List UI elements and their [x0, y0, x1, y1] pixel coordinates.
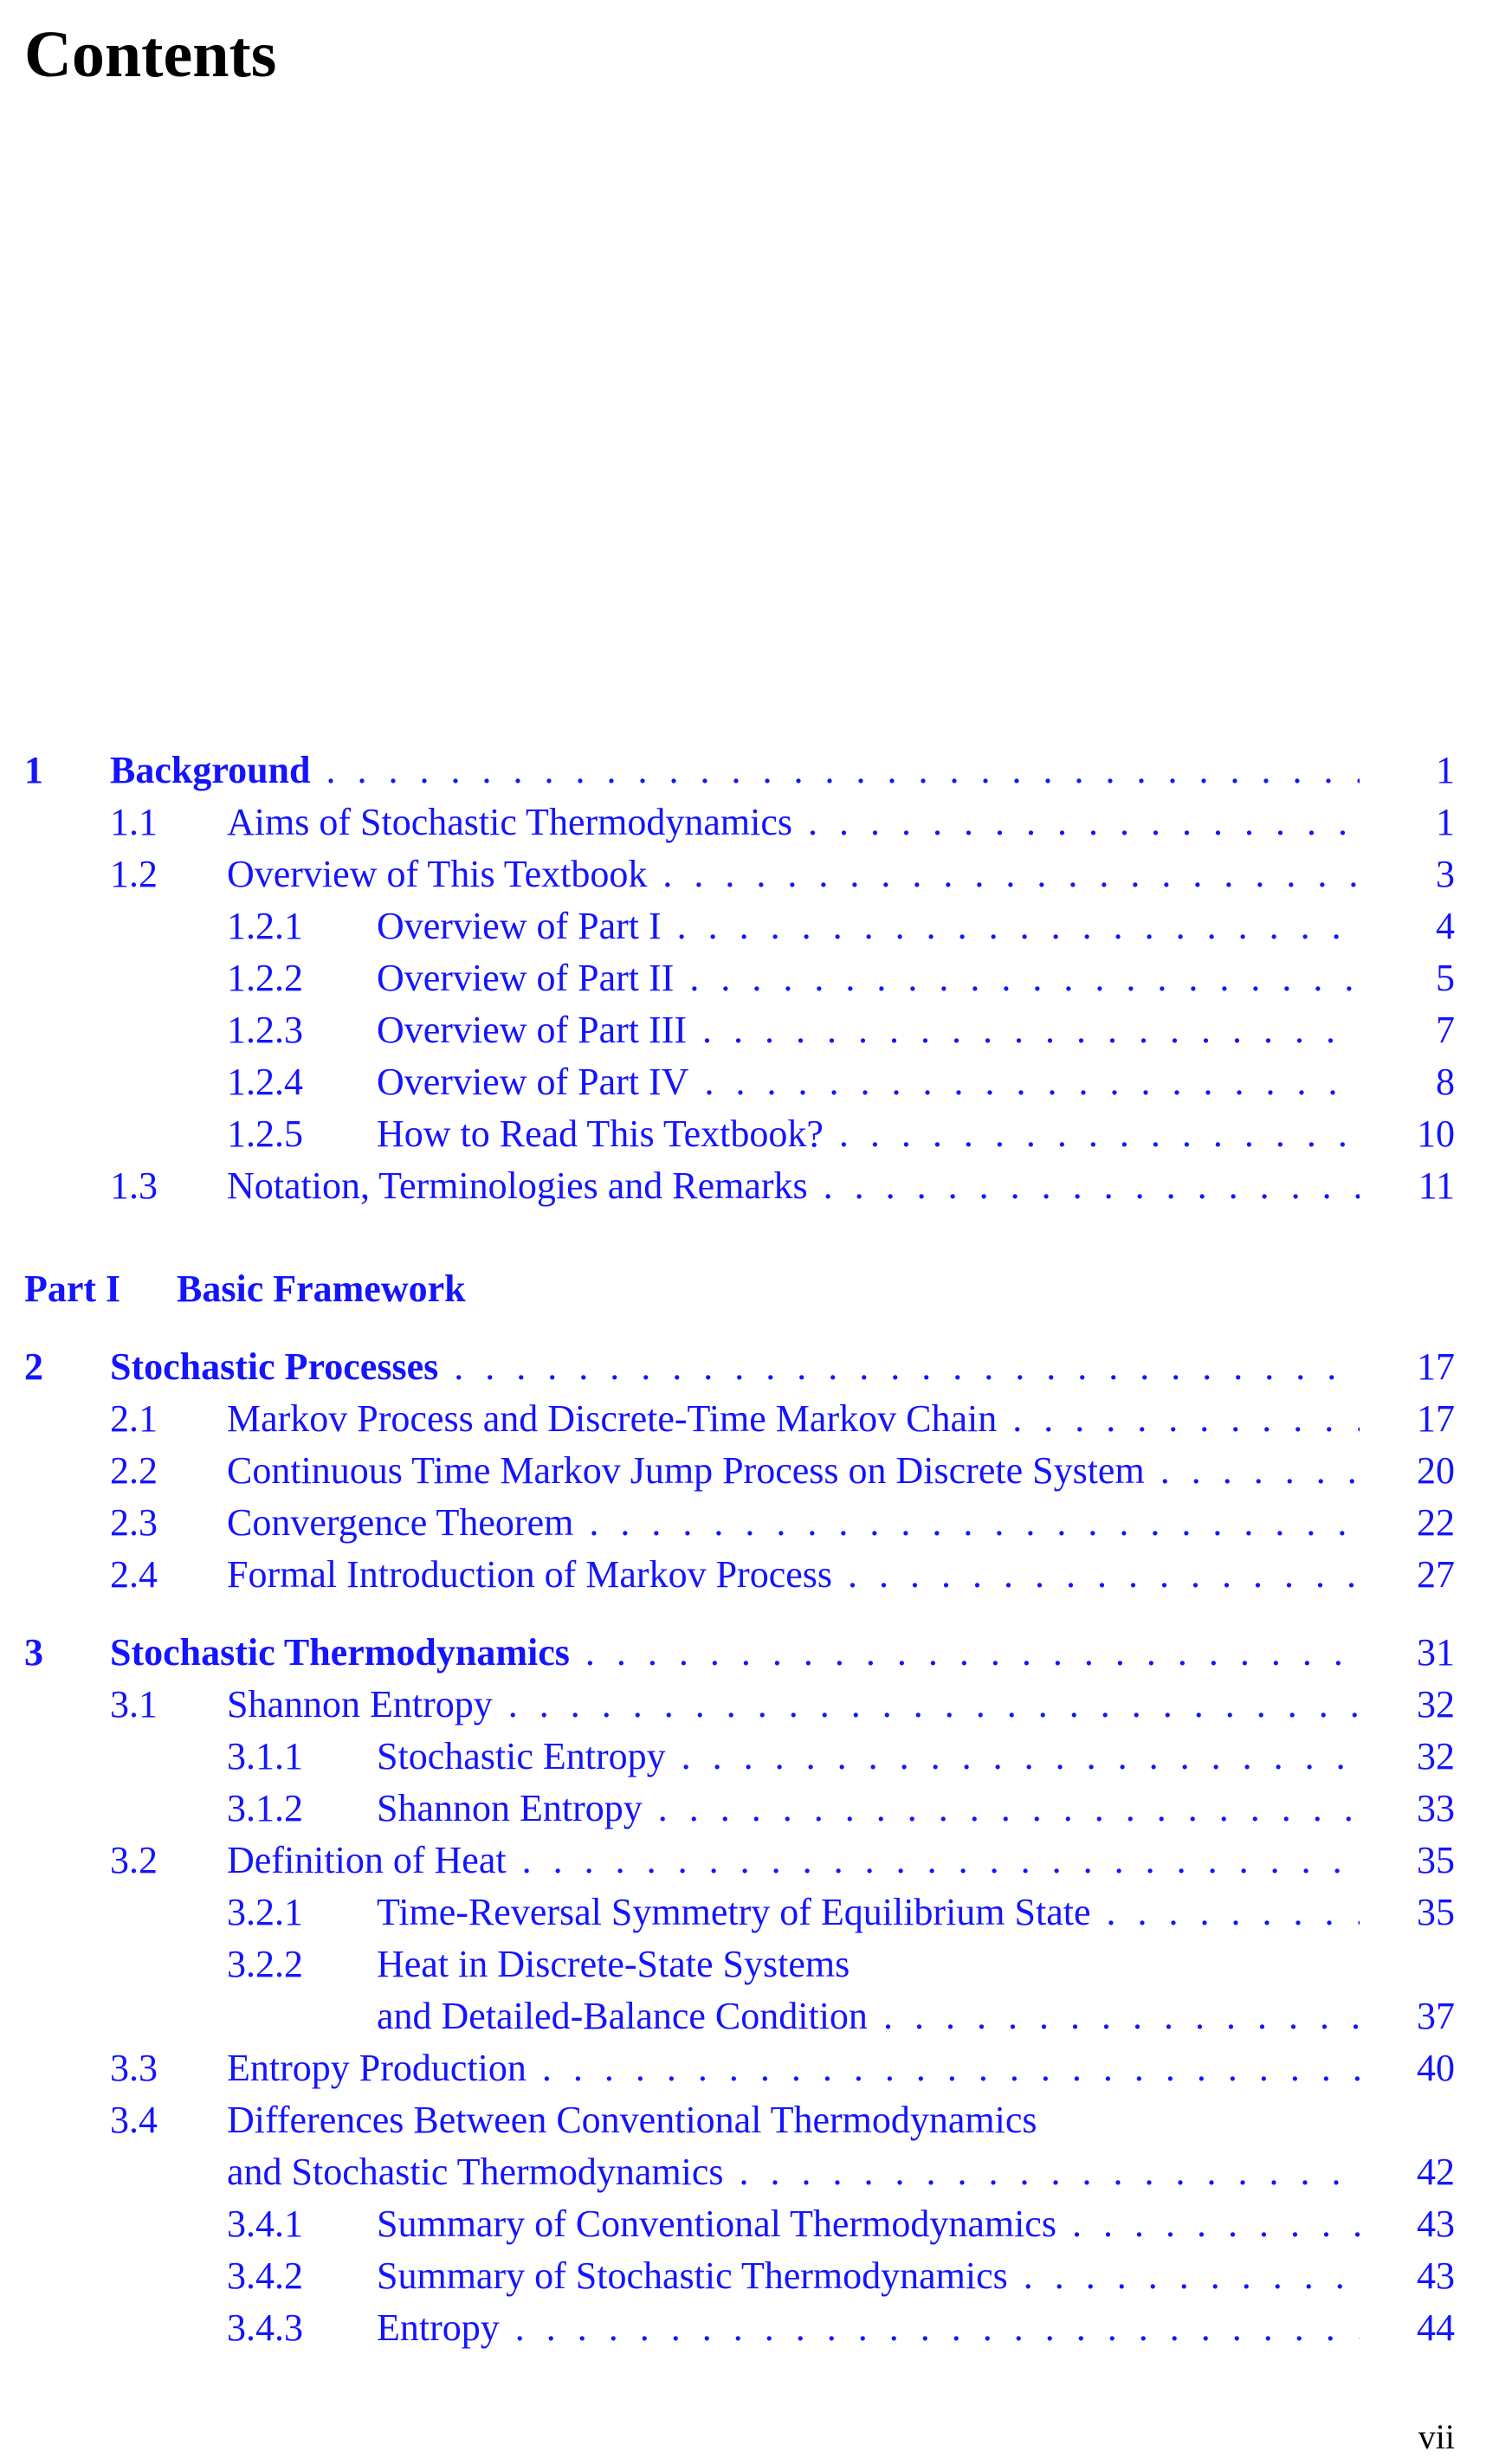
entry-number: 3.2.1 [227, 1891, 303, 1933]
entry-number: 1.2.2 [227, 957, 303, 999]
entry-number: 2.3 [110, 1501, 158, 1544]
entry-title: Overview of Part II . . . [377, 952, 1360, 1004]
toc-entry-3-4-2[interactable] [0, 2250, 1486, 2302]
entry-title: Differences Between Conventional Thermodynamics [227, 2094, 1037, 2146]
toc-entry-2-2[interactable] [0, 1445, 1486, 1497]
entry-title: Summary of Stochastic Thermodynamics . . . [377, 2250, 1360, 2302]
entry-page-number: 33 [1405, 1783, 1455, 1835]
toc-entry-3-2[interactable] [0, 1835, 1486, 1887]
entry-page-number: 43 [1405, 2250, 1455, 2302]
page-number: vii [1418, 2417, 1455, 2456]
entry-page-number: 20 [1405, 1445, 1455, 1497]
entry-number: 3.4.2 [227, 2254, 303, 2297]
toc-entry-1[interactable] [0, 745, 1486, 797]
entry-title: Overview of Part IV . . . [377, 1056, 1360, 1108]
entry-number: 1.2.5 [227, 1113, 303, 1155]
entry-title: Aims of Stochastic Thermodynamics . . . [227, 797, 1360, 848]
entry-number: 3.1.2 [227, 1787, 303, 1829]
entry-title: Continuous Time Markov Jump Process on Discrete System . . . [227, 1445, 1360, 1497]
toc-entry-3-4-1[interactable] [0, 2198, 1486, 2250]
entry-number: 1.2.4 [227, 1061, 303, 1103]
entry-title: Entropy . . . [377, 2302, 1360, 2354]
toc-entry-1-2-2[interactable] [0, 952, 1486, 1004]
entry-page-number: 11 [1406, 1160, 1455, 1212]
entry-number: 2 [24, 1345, 43, 1388]
entry-number: 3.4.3 [227, 2306, 303, 2349]
entry-title: Notation, Terminologies and Remarks . . . [227, 1160, 1360, 1212]
entry-page-number: 10 [1405, 1108, 1455, 1160]
toc-entry-3-3[interactable] [0, 2042, 1486, 2094]
page-title: Contents [24, 18, 277, 91]
toc-entry-3-4[interactable] [0, 2094, 1486, 2146]
toc-entry-3-1[interactable] [0, 1679, 1486, 1731]
toc-entry-1-2-4[interactable] [0, 1056, 1486, 1108]
entry-number: 3.2 [110, 1839, 158, 1881]
entry-number: 3.2.2 [227, 1943, 303, 1985]
entry-number: 1.2 [110, 853, 158, 895]
entry-page-number: 42 [1405, 2146, 1455, 2198]
toc-entry-1-2-1[interactable] [0, 900, 1486, 952]
entry-title: Definition of Heat . . . [227, 1835, 1360, 1887]
entry-number: 2.2 [110, 1449, 158, 1492]
toc-entry-1-3[interactable] [0, 1160, 1486, 1212]
toc-entry-2[interactable] [0, 1341, 1486, 1393]
part-label: Part I [24, 1267, 121, 1310]
entry-page-number: 35 [1405, 1887, 1455, 1938]
toc-entry-3-2-2[interactable] [0, 1938, 1486, 1990]
entry-title: Shannon Entropy . . . [377, 1783, 1360, 1835]
entry-title: Formal Introduction of Markov Process . . . [227, 1549, 1360, 1601]
entry-page-number: 8 [1424, 1056, 1455, 1108]
entry-title: Summary of Conventional Thermodynamics . . . [377, 2198, 1360, 2250]
toc-entry-2-3[interactable] [0, 1497, 1486, 1549]
toc-part-heading[interactable] [0, 1263, 1486, 1315]
entry-title: Markov Process and Discrete-Time Markov Chain . . . [227, 1393, 1360, 1445]
entry-title: Shannon Entropy . . . [227, 1679, 1360, 1731]
entry-number: 1.2.1 [227, 905, 303, 947]
toc-entry-and-detailed-balance-condition[interactable] [0, 1990, 1486, 2042]
entry-page-number: 37 [1405, 1990, 1455, 2042]
entry-page-number: 1 [1424, 745, 1455, 797]
entry-page-number: 7 [1424, 1004, 1455, 1056]
entry-page-number: 35 [1405, 1835, 1455, 1887]
entry-page-number: 32 [1405, 1731, 1455, 1783]
entry-number: 1.2.3 [227, 1009, 303, 1051]
toc-entry-1-2-3[interactable] [0, 1004, 1486, 1056]
entry-page-number: 27 [1405, 1549, 1455, 1601]
entry-page-number: 17 [1405, 1341, 1455, 1393]
toc-entry-3-1-1[interactable] [0, 1731, 1486, 1783]
entry-title: Stochastic Entropy . . . [377, 1731, 1360, 1783]
entry-number: 1.1 [110, 801, 158, 843]
entry-page-number: 31 [1405, 1627, 1455, 1679]
part-title: Basic Framework [177, 1267, 466, 1310]
entry-title: How to Read This Textbook? . . . [377, 1108, 1360, 1160]
entry-number: 2.1 [110, 1397, 158, 1440]
toc-entry-1-2[interactable] [0, 848, 1486, 900]
toc-entry-3-2-1[interactable] [0, 1887, 1486, 1938]
entry-title: and Stochastic Thermodynamics . . . [227, 2146, 1360, 2198]
entry-page-number: 3 [1424, 848, 1455, 900]
entry-title: Overview of This Textbook . . . [227, 848, 1360, 900]
entry-page-number: 32 [1405, 1679, 1455, 1731]
toc-entry-2-4[interactable] [0, 1549, 1486, 1601]
entry-number: 3.4 [110, 2099, 158, 2141]
entry-page-number: 5 [1424, 952, 1455, 1004]
toc-entry-2-1[interactable] [0, 1393, 1486, 1445]
entry-number: 1.3 [110, 1164, 158, 1207]
entry-title: Heat in Discrete-State Systems [377, 1938, 850, 1990]
entry-page-number: 40 [1405, 2042, 1455, 2094]
entry-title: and Detailed-Balance Condition . . . [377, 1990, 1360, 2042]
entry-number: 1 [24, 749, 43, 791]
entry-page-number: 22 [1405, 1497, 1455, 1549]
entry-number: 3.1.1 [227, 1735, 303, 1777]
toc-entry-3-4-3[interactable] [0, 2302, 1486, 2354]
entry-number: 2.4 [110, 1553, 158, 1596]
entry-number: 3 [24, 1631, 43, 1674]
entry-title: Time-Reversal Symmetry of Equilibrium State . . . [377, 1887, 1360, 1938]
entry-number: 3.1 [110, 1683, 158, 1725]
toc-entry-and-stochastic-thermodynamics[interactable] [0, 2146, 1486, 2198]
entry-number: 3.4.1 [227, 2203, 303, 2245]
entry-page-number: 1 [1424, 797, 1455, 848]
entry-title: Background . . . [110, 745, 1360, 797]
entry-title: Overview of Part III . . . [377, 1004, 1360, 1056]
toc-entry-1-2-5[interactable] [0, 1108, 1486, 1160]
entry-title: Entropy Production . . . [227, 2042, 1360, 2094]
entry-page-number: 43 [1405, 2198, 1455, 2250]
entry-title: Overview of Part I . . . [377, 900, 1360, 952]
entry-title: Convergence Theorem . . . [227, 1497, 1360, 1549]
entry-title: Stochastic Thermodynamics . . . [110, 1627, 1360, 1679]
entry-number: 3.3 [110, 2047, 158, 2089]
toc-entry-1-1[interactable] [0, 797, 1486, 848]
entry-title: Stochastic Processes . . . [110, 1341, 1360, 1393]
toc-entry-3[interactable] [0, 1627, 1486, 1679]
entry-page-number: 44 [1405, 2302, 1455, 2354]
entry-page-number: 17 [1405, 1393, 1455, 1445]
entry-page-number: 4 [1424, 900, 1455, 952]
toc-entry-3-1-2[interactable] [0, 1783, 1486, 1835]
